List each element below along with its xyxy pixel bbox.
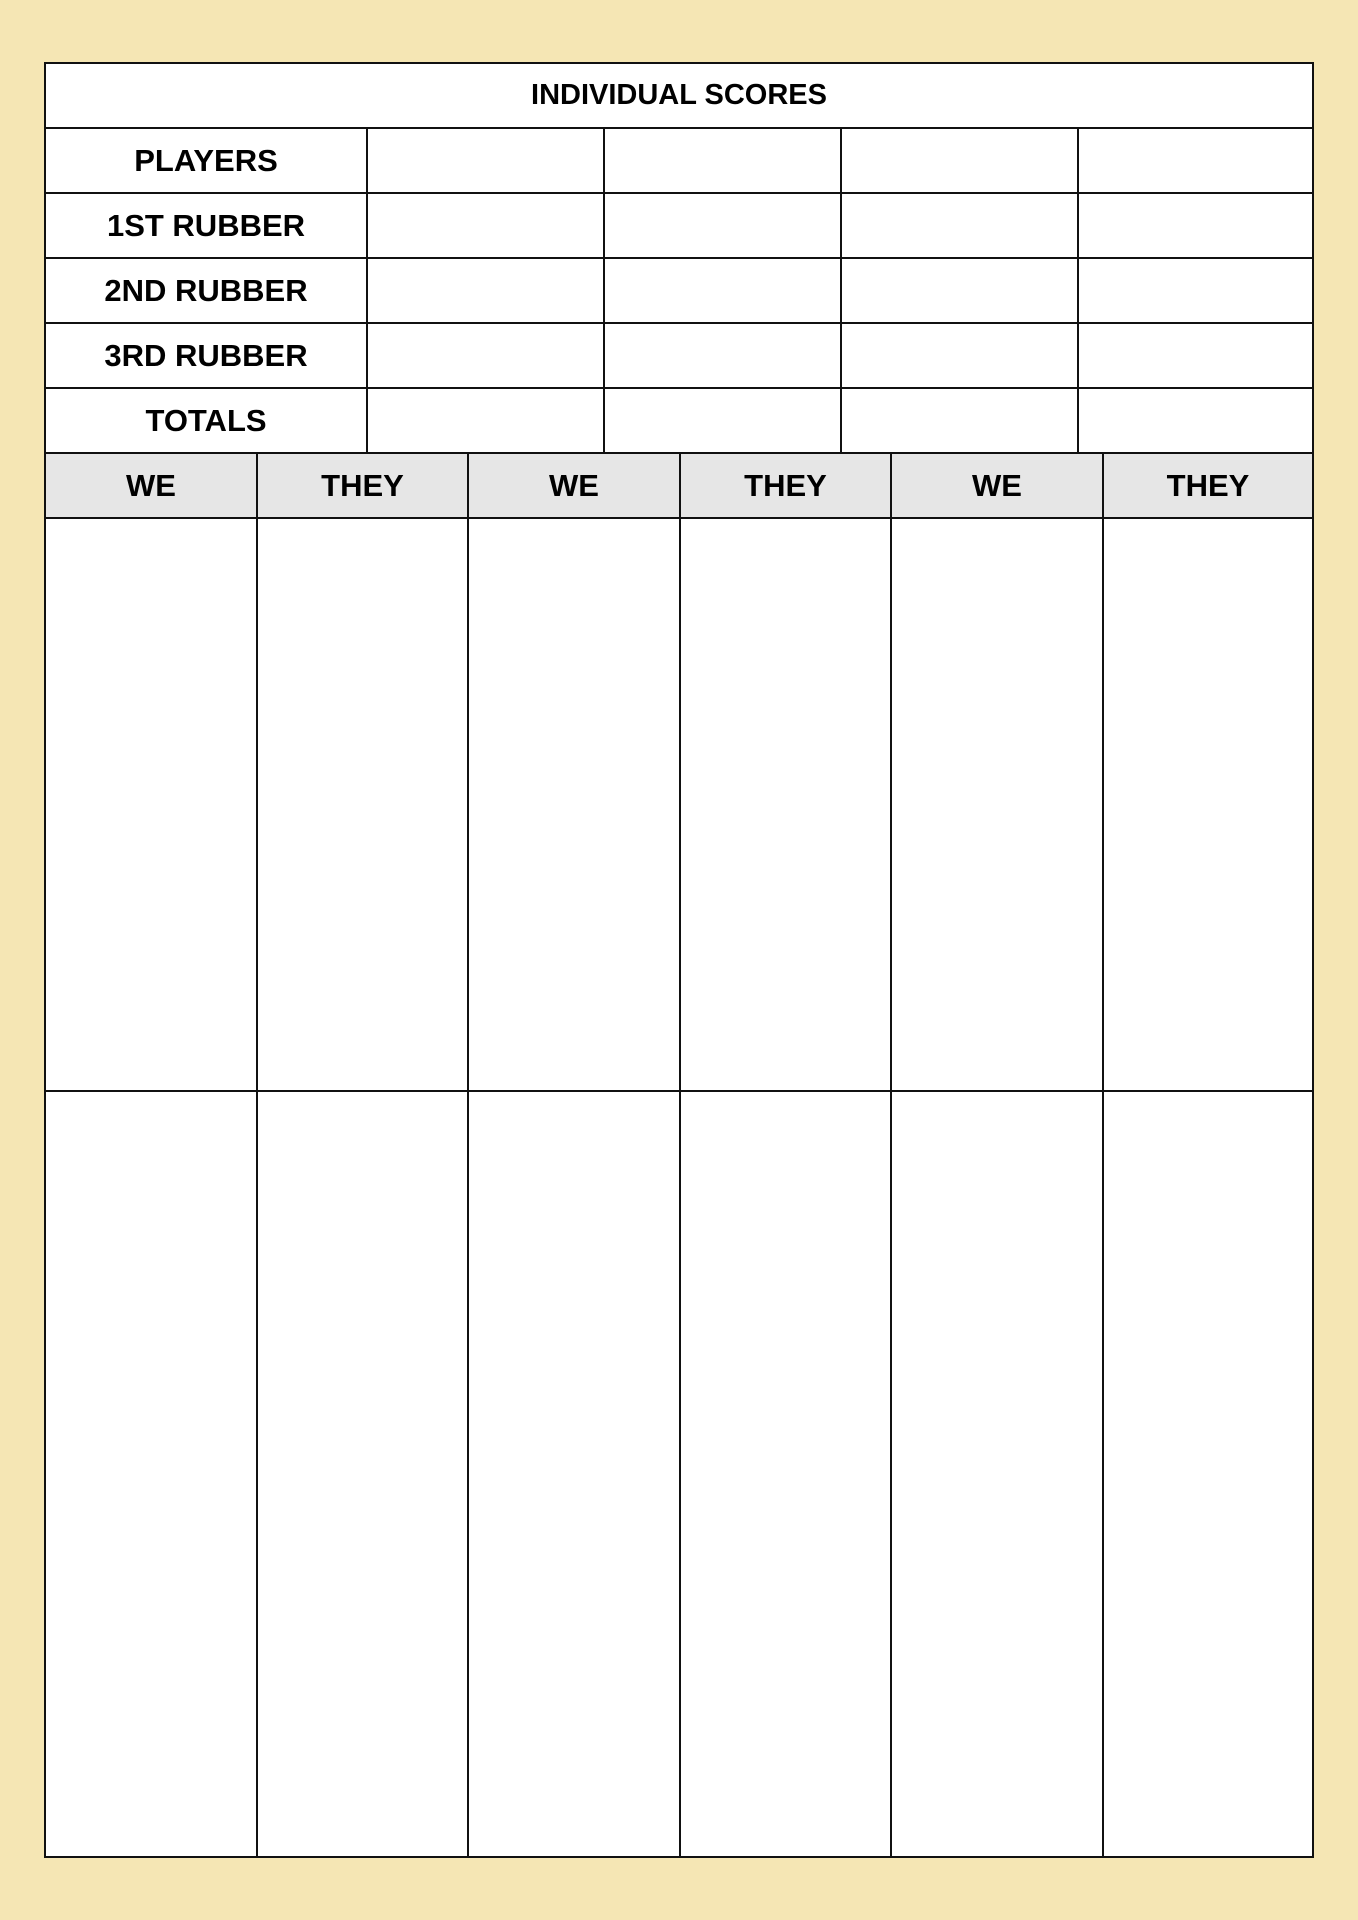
rubber1-score-cell-4[interactable] bbox=[1077, 192, 1314, 259]
rubber2-score-cell-1[interactable] bbox=[366, 257, 605, 324]
player-name-cell-3[interactable] bbox=[840, 127, 1079, 194]
rubber3-score-cell-4[interactable] bbox=[1077, 322, 1314, 389]
column-header-they-3: THEY bbox=[1102, 452, 1314, 519]
column-header-they-2: THEY bbox=[679, 452, 892, 519]
total-score-cell-1[interactable] bbox=[366, 387, 605, 454]
total-score-cell-3[interactable] bbox=[840, 387, 1079, 454]
sheet-title: INDIVIDUAL SCORES bbox=[44, 62, 1314, 129]
above-line-we-3[interactable] bbox=[890, 517, 1104, 1092]
player-name-cell-1[interactable] bbox=[366, 127, 605, 194]
rubber3-score-cell-3[interactable] bbox=[840, 322, 1079, 389]
above-line-they-1[interactable] bbox=[256, 517, 469, 1092]
row-label-players: PLAYERS bbox=[44, 127, 368, 194]
below-line-we-1[interactable] bbox=[44, 1090, 258, 1858]
below-line-they-1[interactable] bbox=[256, 1090, 469, 1858]
rubber2-score-cell-4[interactable] bbox=[1077, 257, 1314, 324]
player-name-cell-2[interactable] bbox=[603, 127, 842, 194]
above-line-they-2[interactable] bbox=[679, 517, 892, 1092]
below-line-they-3[interactable] bbox=[1102, 1090, 1314, 1858]
column-header-they-1: THEY bbox=[256, 452, 469, 519]
rubber1-score-cell-1[interactable] bbox=[366, 192, 605, 259]
rubber3-score-cell-1[interactable] bbox=[366, 322, 605, 389]
total-score-cell-2[interactable] bbox=[603, 387, 842, 454]
rubber2-score-cell-3[interactable] bbox=[840, 257, 1079, 324]
column-header-we-2: WE bbox=[467, 452, 681, 519]
above-line-we-1[interactable] bbox=[44, 517, 258, 1092]
above-line-we-2[interactable] bbox=[467, 517, 681, 1092]
rubber3-score-cell-2[interactable] bbox=[603, 322, 842, 389]
rubber2-score-cell-2[interactable] bbox=[603, 257, 842, 324]
row-label-totals: TOTALS bbox=[44, 387, 368, 454]
row-label-1st-rubber: 1ST RUBBER bbox=[44, 192, 368, 259]
row-label-2nd-rubber: 2ND RUBBER bbox=[44, 257, 368, 324]
player-name-cell-4[interactable] bbox=[1077, 127, 1314, 194]
total-score-cell-4[interactable] bbox=[1077, 387, 1314, 454]
rubber1-score-cell-2[interactable] bbox=[603, 192, 842, 259]
below-line-they-2[interactable] bbox=[679, 1090, 892, 1858]
below-line-we-2[interactable] bbox=[467, 1090, 681, 1858]
above-line-they-3[interactable] bbox=[1102, 517, 1314, 1092]
column-header-we-1: WE bbox=[44, 452, 258, 519]
row-label-3rd-rubber: 3RD RUBBER bbox=[44, 322, 368, 389]
rubber1-score-cell-3[interactable] bbox=[840, 192, 1079, 259]
below-line-we-3[interactable] bbox=[890, 1090, 1104, 1858]
column-header-we-3: WE bbox=[890, 452, 1104, 519]
